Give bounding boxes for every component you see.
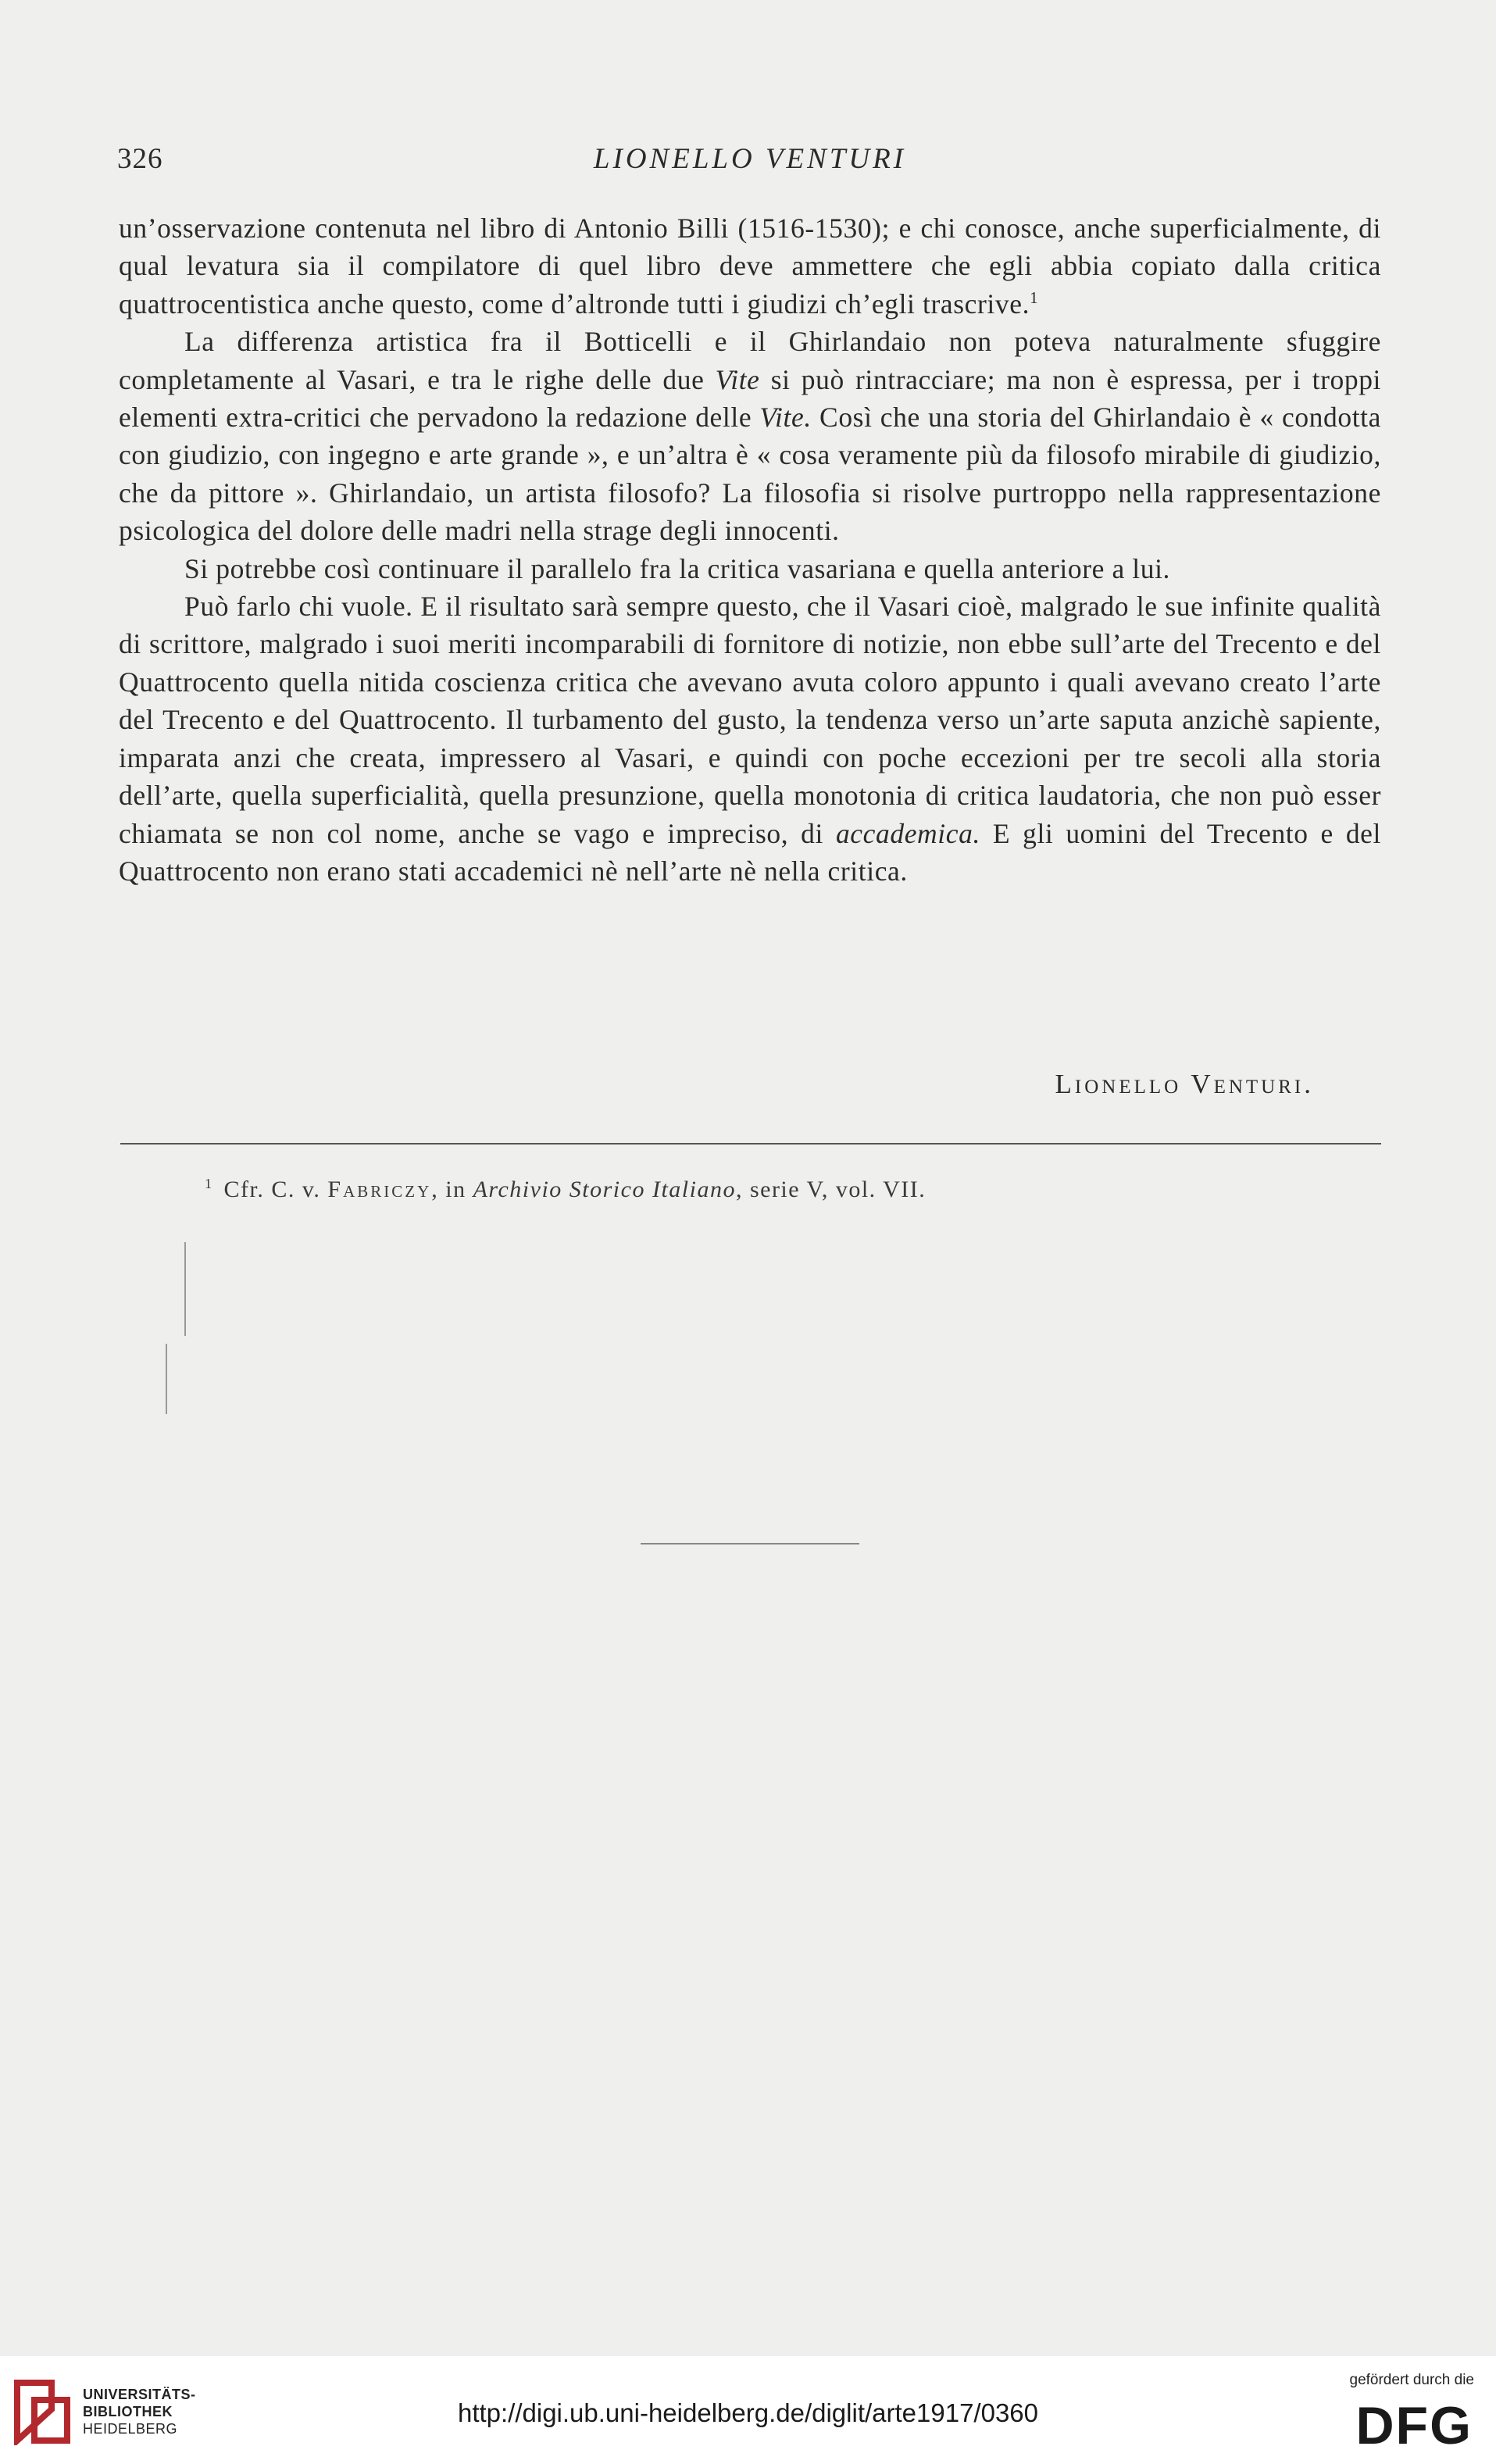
accademica-emphasis: accademica. <box>835 817 980 849</box>
sponsor-caption: gefördert durch die <box>1349 2372 1474 2388</box>
library-line-2: BIBLIOTHEK <box>83 2404 173 2419</box>
footnote-mark: 1 <box>205 1176 213 1191</box>
paragraph-4 <box>119 587 1381 890</box>
paragraph-1 <box>119 209 1381 323</box>
digitization-footer <box>0 2356 1496 2464</box>
author-signature: Lionello Venturi. <box>1055 1069 1314 1099</box>
paragraph-1-text: un’osservazione contenuta nel libro di Antonio Billi (1516-1530); e chi conosce, anche superficialmente, di qual levatura sia il compilatore di quel libro deve ammettere che egli abbia copiato dalla critica quattrocentistica anche questo, come d’altronde tutti i giudizi ch’egli trascrive. <box>119 212 1381 320</box>
paragraph-2-text-a: La differenza artistica fra il Botticelli e il Ghirlandaio non poteva naturalmente sfuggire completamente al Vasari, e tra le righe delle due <box>119 326 1381 395</box>
scan-artifact-mark <box>184 1242 186 1336</box>
footnote-text-c: , serie V, vol. VII. <box>735 1177 927 1202</box>
library-line-3: HEIDELBERG <box>83 2421 178 2437</box>
footnote-reference[interactable]: 1 <box>1030 287 1039 307</box>
dfg-logo-text: DFG <box>1355 2398 1473 2448</box>
article-body <box>119 209 1381 890</box>
footnote-text-a: Cfr. C. v. <box>223 1177 328 1202</box>
dfg-logo-icon <box>1334 2398 1474 2448</box>
footnote-author: Fabriczy <box>327 1177 432 1202</box>
sponsor-block[interactable] <box>1326 2372 1474 2458</box>
vite-title-2: Vite. <box>759 402 812 434</box>
decorative-rule <box>641 1543 859 1544</box>
paragraph-4-text-b: E gli uomini del Trecento e del Quattrocento non erano stati accademici nè nell’arte nè nella critica. <box>119 817 1382 887</box>
paragraph-2 <box>119 323 1381 549</box>
footnote-divider <box>120 1143 1381 1145</box>
vite-title-1: Vite <box>715 363 760 395</box>
footnote-text-b: , in <box>431 1177 473 1202</box>
footnote-1 <box>205 1177 1298 1203</box>
paragraph-2-text-b: si può rintracciare; ma non è espressa, per i troppi elementi extra-critici che pervadono la redazione delle <box>119 363 1382 434</box>
paragraph-3: Si potrebbe così continuare il parallelo fra la critica vasariana e quella anteriore a lui. <box>184 552 1171 584</box>
paragraph-4-text-a: Può farlo chi vuole. E il risultato sarà sempre questo, che il Vasari cioè, malgrado le sue infinite qualità di scrittore, malgrado i suoi meriti incomparabili di fornitore di notizie, non ebbe sull’arte del Trecento e del Quattrocento quella nitida coscienza critica che avevano avuta coloro appunto i quali avevano creato l’arte del Trecento e del Quattrocento. Il turbamento del gusto, la tendenza verso un’arte saputa anzichè sapiente, imparata anzi che creata, impressero al Vasari, e quindi con poche eccezioni per tre secoli alla storia dell’arte, quella superficialità, quella presunzione, quella monotonia di critica laudatoria, che non può esser chiamata se non col nome, anche se vago e impreciso, di <box>119 591 1381 849</box>
library-line-1: UNIVERSITÄTS- <box>83 2387 196 2402</box>
scan-artifact-mark <box>166 1344 167 1414</box>
permalink-url[interactable]: http://digi.ub.uni-heidelberg.de/diglit/arte1917/0360 <box>457 2398 1039 2427</box>
running-head: LIONELLO VENTURI <box>593 143 907 175</box>
paragraph-2-text-c: Così che una storia del Ghirlandaio è « condotta con giudizio, con ingegno e arte grande », e un’altra è « cosa veramente più da filosofo mirabile di giudizio, che da pittore ». Ghirlandaio, un artista filosofo? La filosofia si risolve purtroppo nella rappresentazione psicologica del dolore delle madri nella strage degli innocenti. <box>119 402 1381 547</box>
page-header <box>117 142 1383 189</box>
page-number: 326 <box>117 143 163 175</box>
footnote-journal: Archivio Storico Italiano <box>473 1177 736 1202</box>
